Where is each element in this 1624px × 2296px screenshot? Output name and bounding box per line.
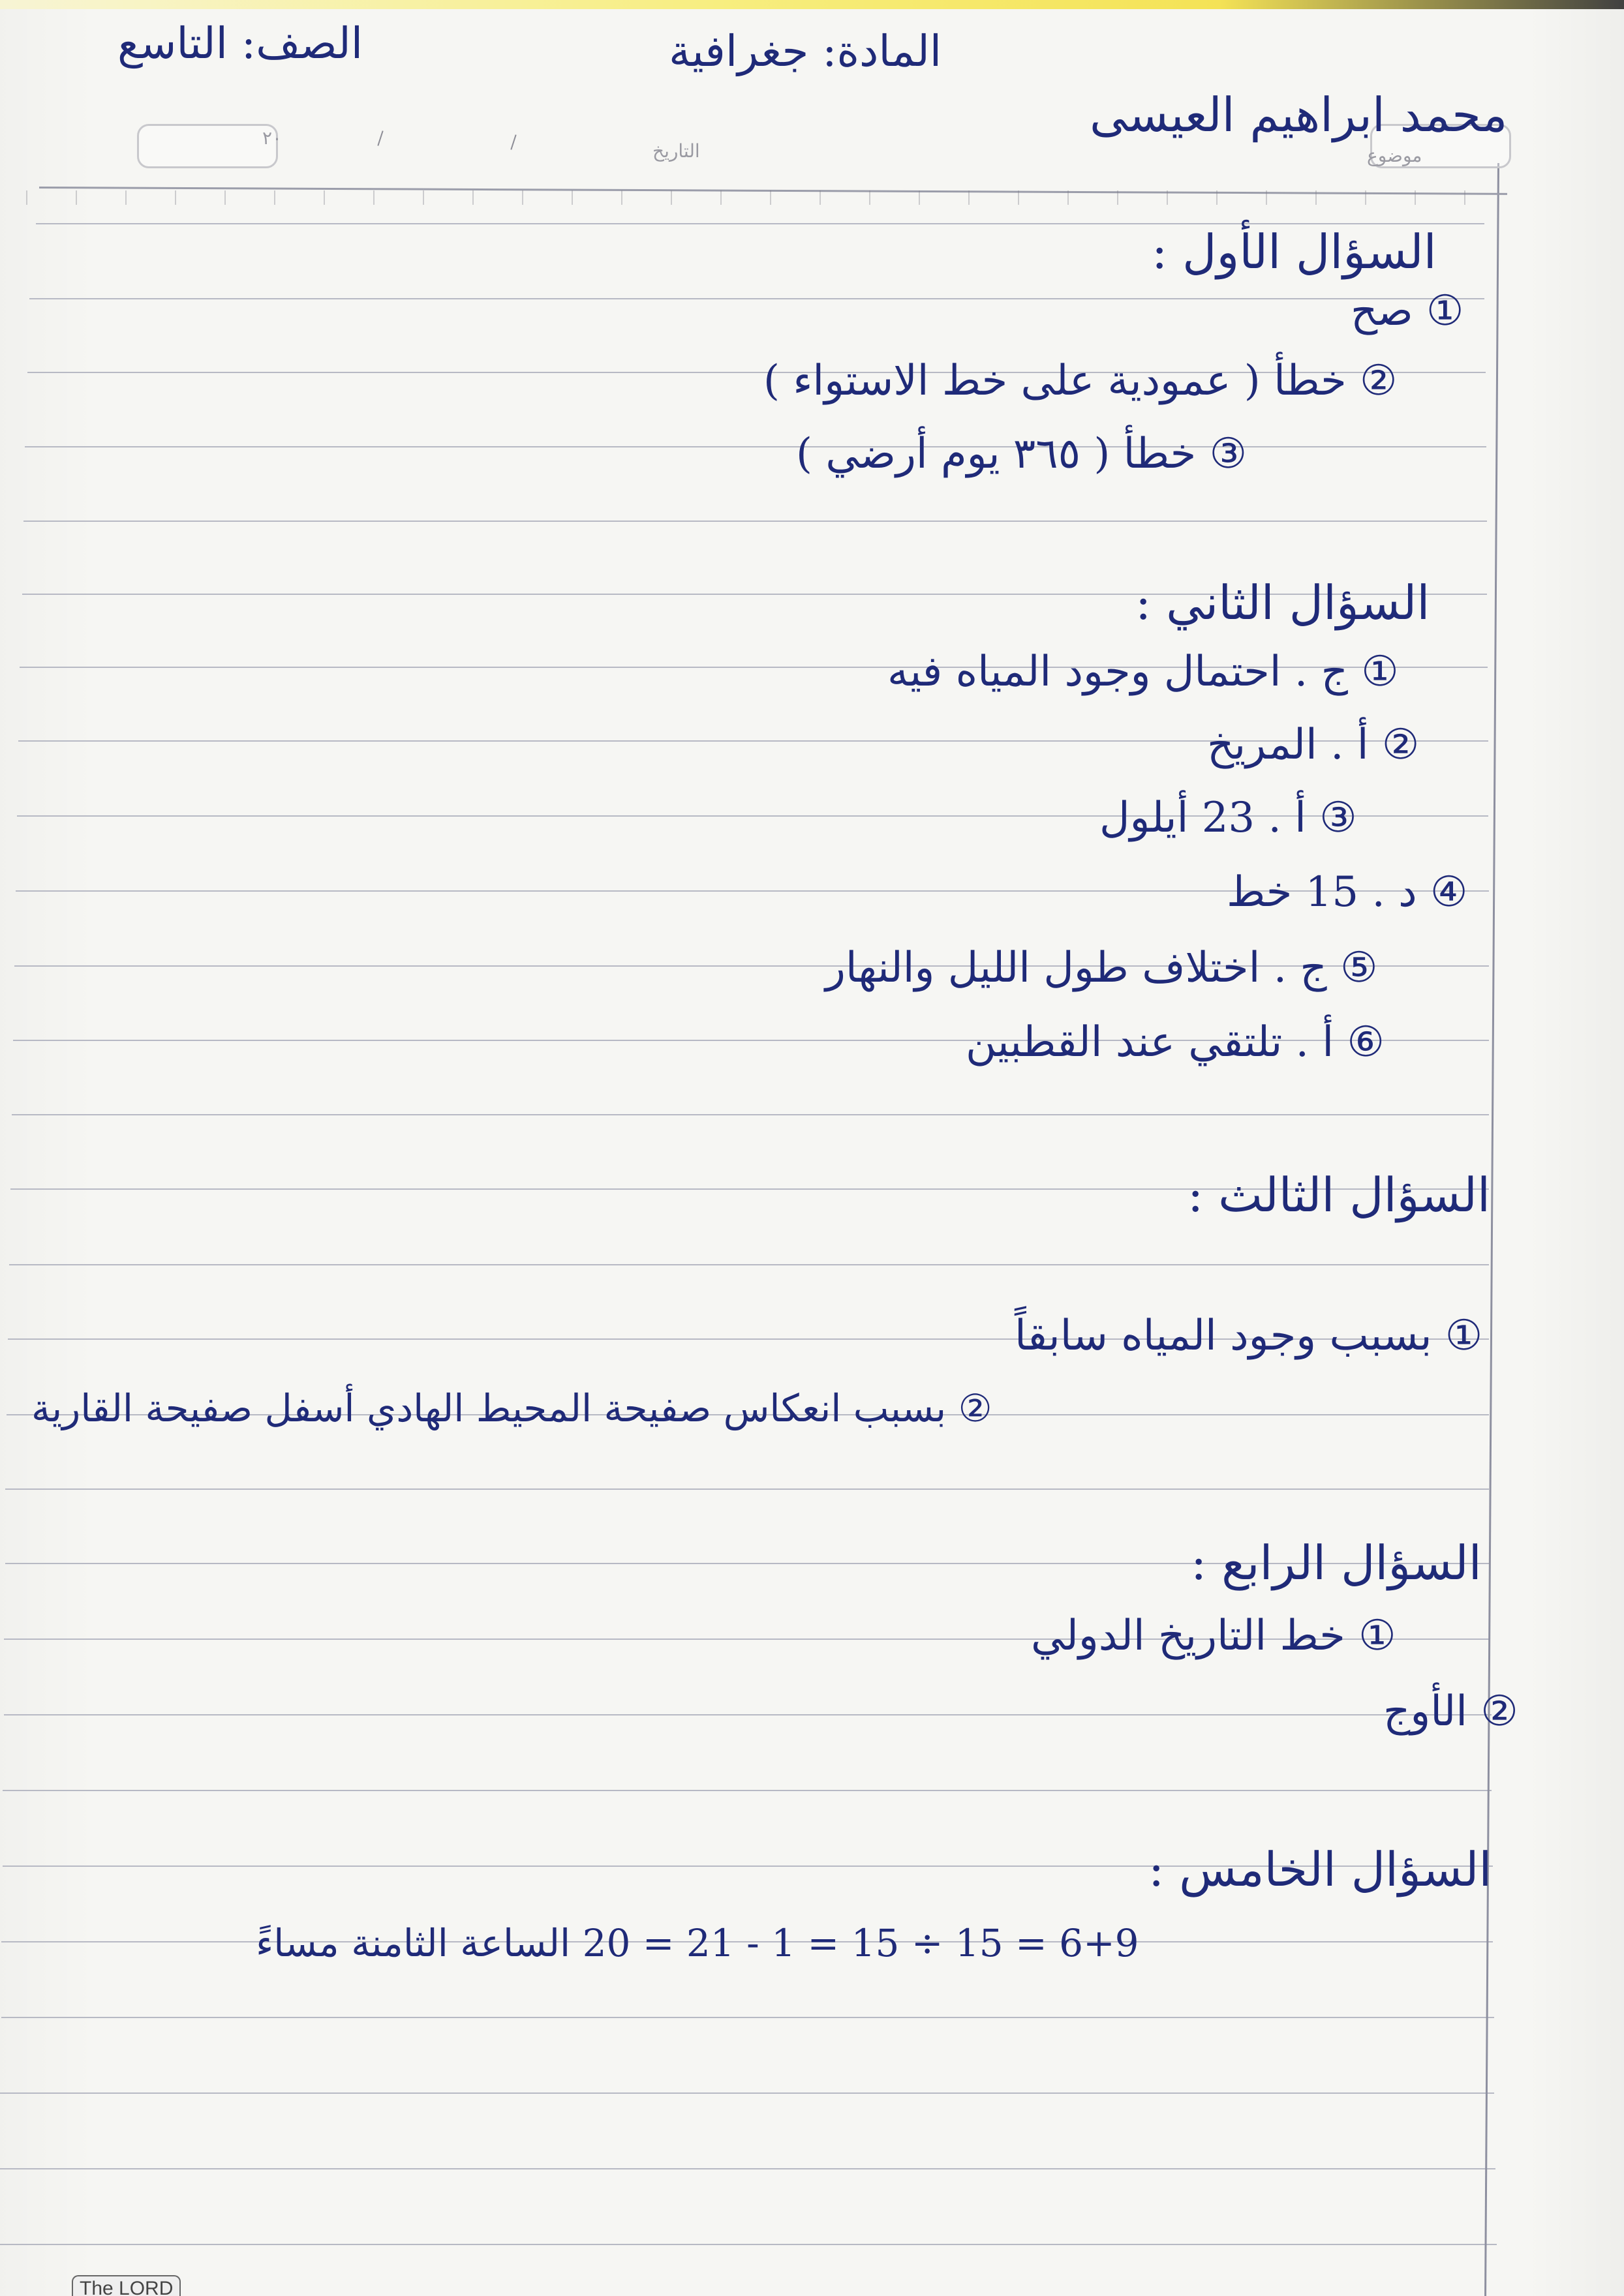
printed-date-label: التاريخ: [652, 140, 700, 162]
question-2-answer-3: ③ أ . 23 أيلول: [1099, 794, 1357, 842]
question-1-answer-3: ③ خطأ ( ٣٦٥ يوم أرضي ): [796, 430, 1247, 478]
question-4-title: السؤال الرابع :: [1191, 1535, 1482, 1590]
rule-line: [4, 1714, 1492, 1715]
rule-line: [3, 1790, 1492, 1791]
date-box-left: [137, 124, 278, 168]
rule-line: [12, 1114, 1489, 1115]
printed-topic-label: موضوع: [1367, 145, 1422, 166]
rule-line: [0, 2244, 1497, 2245]
rule-line: [0, 2092, 1494, 2094]
rule-line: [23, 521, 1487, 522]
student-name: محمد ابراهيم العيسى: [1090, 87, 1508, 142]
question-5-title: السؤال الخامس :: [1148, 1842, 1492, 1897]
question-3-title: السؤال الثالث :: [1187, 1168, 1490, 1222]
rule-line: [0, 2168, 1495, 2169]
question-2-answer-5: ⑤ ج . اختلاف طول الليل والنهار: [825, 944, 1378, 992]
rule-line: [1, 2017, 1494, 2018]
question-2-title: السؤال الثاني :: [1135, 575, 1430, 630]
question-2-answer-2: ② أ . المريخ: [1207, 721, 1420, 769]
printed-year-prefix: ٢٠: [262, 127, 283, 149]
question-5-answer-1: 6+9 = 15 ÷ 15 = 1 - 21 = 20 الساعة الثامنة مساءً: [256, 1921, 1139, 1965]
rule-line: [29, 298, 1484, 299]
question-1-answer-1: ① صح: [1351, 287, 1464, 335]
question-1-answer-2: ② خطأ ( عمودية على خط الاستواء ): [763, 357, 1398, 405]
question-4-answer-1: ① خط التاريخ الدولي: [1031, 1612, 1396, 1660]
question-2-answer-6: ⑥ أ . تلتقي عند القطبين: [966, 1018, 1385, 1066]
rule-line: [25, 446, 1486, 447]
question-2-answer-1: ① ج . احتمال وجود المياه فيه: [887, 648, 1399, 696]
rule-line: [5, 1488, 1489, 1490]
header-tick-row: [26, 190, 1507, 205]
question-4-answer-2: ② الأوج: [1383, 1687, 1518, 1736]
footer-corner-tab: The LORD: [72, 2275, 181, 2296]
question-1-title: السؤال الأول :: [1152, 224, 1437, 279]
date-separator: [510, 134, 516, 149]
date-separator: [377, 130, 383, 145]
question-2-answer-4: ④ د . 15 خط: [1227, 868, 1468, 916]
question-3-answer-1: ① بسبب وجود المياه سابقاً: [1015, 1312, 1483, 1360]
subject-label: المادة: جغرافية: [669, 26, 942, 76]
question-3-answer-2: ② بسبب انعكاس صفيحة المحيط الهادي أسفل صفيحة القارية: [31, 1386, 992, 1430]
rule-line: [9, 1264, 1489, 1265]
top-color-strip: [0, 0, 1624, 9]
class-label: الصف: التاسع: [117, 18, 363, 68]
right-margin-line: [1484, 163, 1499, 2296]
